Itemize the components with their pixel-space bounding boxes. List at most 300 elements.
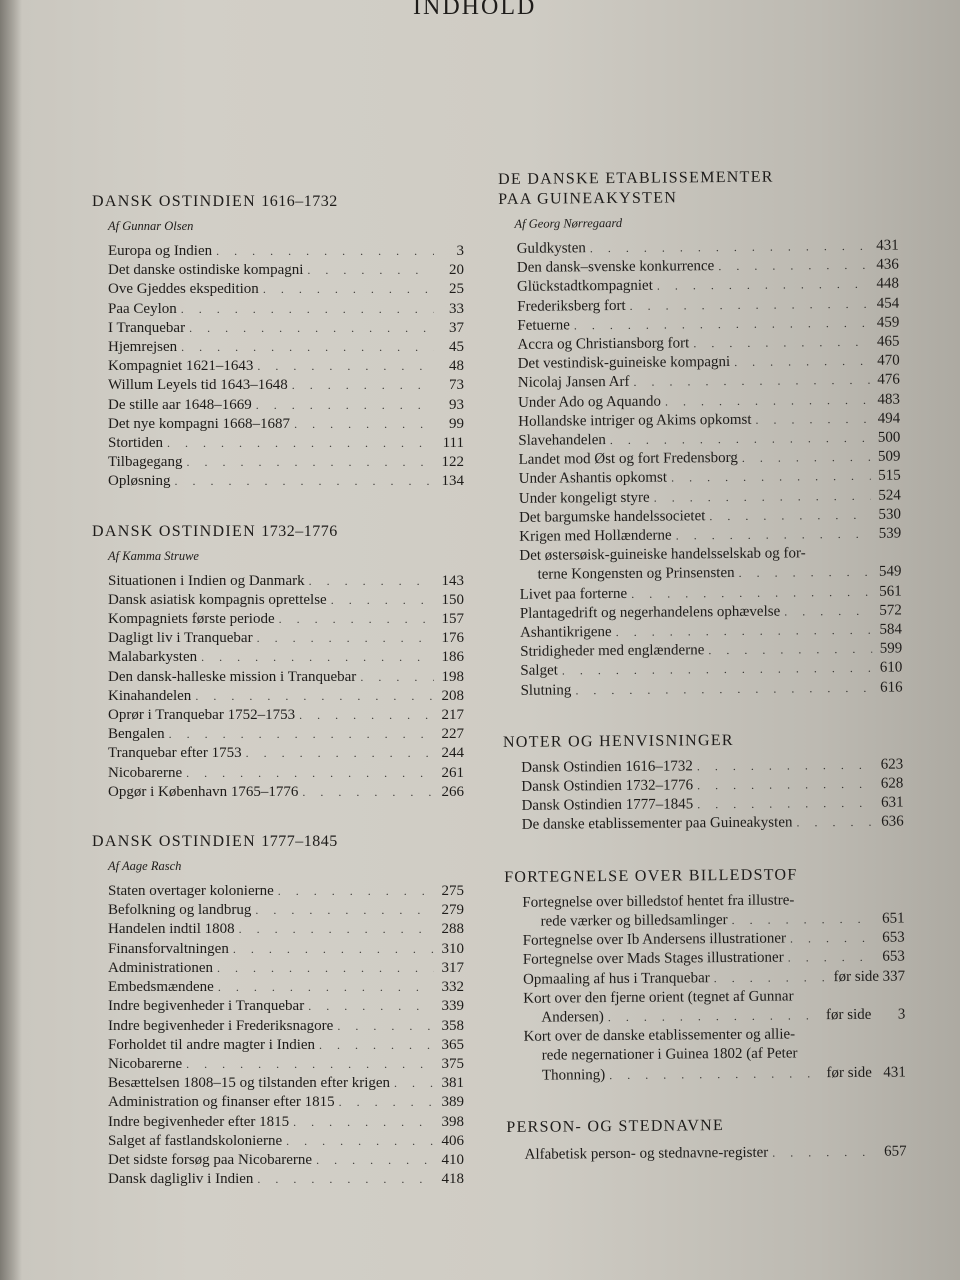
- entry-page: 530: [878, 506, 902, 523]
- leader-dots: [307, 261, 434, 280]
- entry-label: Dagligt liv i Tranquebar: [108, 630, 253, 647]
- leader-dots: [217, 959, 434, 978]
- leader-dots: [331, 591, 434, 610]
- entry-page: 157: [441, 611, 464, 628]
- entry-page: 266: [441, 783, 464, 800]
- leader-dots: [293, 1113, 434, 1132]
- toc-entry-multiline[interactable]: [523, 1025, 905, 1086]
- entry-page: 572: [879, 602, 902, 619]
- entry-label: Administrationen: [108, 959, 213, 976]
- entry-page: 459: [876, 314, 900, 331]
- entry-label: Tranquebar efter 1753: [108, 745, 242, 762]
- leader-dots: [718, 256, 869, 277]
- leader-dots: [697, 794, 873, 815]
- section-title-line2: PAA GUINEAKYSTEN: [498, 189, 678, 208]
- toc-entry[interactable]: [108, 300, 464, 319]
- entry-label: Indre begivenheder i Frederiksnagore: [108, 1017, 334, 1034]
- entry-page: 375: [441, 1055, 464, 1072]
- entry-page: 636: [881, 813, 904, 831]
- entry-label: Nicolaj Jansen Arf: [517, 374, 630, 392]
- entry-label: Indre begivenheder efter 1815: [108, 1113, 290, 1130]
- entry-label: Fetuerne: [517, 317, 570, 334]
- entry-label: I Tranquebar: [108, 319, 186, 336]
- leader-dots: [697, 756, 873, 777]
- entry-label: Hjemrejsen: [108, 339, 178, 356]
- entry-page: 244: [441, 745, 464, 762]
- entry-page: 418: [441, 1171, 464, 1188]
- toc-entry[interactable]: [108, 572, 464, 591]
- entry-page: 653: [882, 929, 905, 946]
- entry-page: 365: [441, 1036, 464, 1053]
- toc-entry-multiline[interactable]: [522, 890, 904, 932]
- entry-page: 332: [441, 979, 464, 996]
- section-title-text: DANSK OSTINDIEN: [92, 193, 256, 210]
- leader-dots: [788, 948, 875, 968]
- entry-label: Malabarkysten: [108, 649, 198, 666]
- book-gutter-shadow: [0, 0, 22, 1280]
- section-notes: [503, 729, 904, 835]
- toc-entry[interactable]: [108, 472, 464, 491]
- entry-label: Salget af fastlandskolonierne: [108, 1132, 283, 1149]
- leader-dots: [286, 1132, 434, 1151]
- entry-label: Forholdet til andre magter i Indien: [108, 1036, 316, 1053]
- entry-label-line1: Kort over de danske etablissementer og allie-: [523, 1026, 796, 1045]
- leader-dots: [319, 1036, 434, 1055]
- section-title: NOTER OG HENVISNINGER: [502, 731, 734, 751]
- leader-dots: [257, 1170, 434, 1189]
- leader-dots: [257, 357, 434, 376]
- entry-label: Under Ado og Aquando: [517, 393, 661, 411]
- leader-dots: [279, 610, 434, 629]
- section-title: PERSON- OG STEDNAVNE: [506, 1116, 725, 1136]
- leader-dots: [309, 572, 434, 591]
- entry-page: 470: [877, 352, 900, 369]
- entry-page: 3: [897, 1006, 906, 1023]
- entry-label: Nicobarerne: [108, 764, 183, 781]
- entry-label: Ove Gjeddes ekspedition: [108, 281, 259, 298]
- entry-continuation: [523, 1005, 905, 1028]
- entry-label: Guldkysten: [516, 240, 586, 257]
- toc-entry[interactable]: [108, 959, 464, 978]
- leader-dots: [169, 725, 434, 744]
- leader-dots: [738, 563, 871, 583]
- toc-entry[interactable]: [108, 376, 464, 395]
- entry-label-line1: Kort over den fjerne orient (tegnet af Gunnar: [523, 988, 794, 1007]
- entry-label: Dansk asiatisk kompagnis oprettelse: [108, 591, 327, 608]
- leader-dots: [609, 1064, 822, 1085]
- toc-entry[interactable]: [523, 967, 905, 990]
- entry-page: 524: [878, 487, 901, 504]
- entry-label: Handelen indtil 1808: [108, 921, 235, 938]
- toc-entry[interactable]: [108, 242, 464, 261]
- entry-label: De danske etablissementer paa Guineakysten: [521, 814, 793, 834]
- section-register: [506, 1114, 906, 1165]
- entry-page: 549: [878, 563, 902, 581]
- toc-entry[interactable]: [108, 1017, 464, 1036]
- before-page-label: før side: [826, 1064, 872, 1081]
- entry-page: 381: [441, 1075, 464, 1092]
- entry-label: Opløsning: [108, 473, 171, 490]
- leader-dots: [189, 319, 434, 338]
- section-title: [498, 167, 898, 210]
- section-author: Af Aage Rasch: [108, 859, 182, 874]
- leader-dots: [394, 1074, 434, 1093]
- toc-entry[interactable]: [108, 1055, 464, 1074]
- leader-dots: [631, 582, 872, 603]
- entry-label: Oprør i Tranquebar 1752–1753: [108, 707, 296, 724]
- toc-entry[interactable]: [108, 280, 464, 299]
- toc-entry[interactable]: [108, 706, 464, 725]
- toc-entry[interactable]: [108, 978, 464, 997]
- entry-label: Dansk Ostindien 1616–1732: [521, 758, 693, 776]
- entry-label: Under Ashantis opkomst: [518, 469, 668, 488]
- entry-label: Landet mod Øst og fort Fredensborg: [518, 450, 738, 469]
- leader-dots: [308, 997, 434, 1016]
- toc-entry-multiline[interactable]: [523, 986, 905, 1028]
- entry-label-line3: Thonning): [541, 1066, 606, 1084]
- entry-page: 448: [876, 275, 900, 293]
- toc-entry[interactable]: [108, 396, 464, 415]
- leader-dots: [755, 410, 870, 430]
- leader-dots: [772, 1142, 876, 1162]
- entry-page: 275: [441, 883, 464, 900]
- entry-label: Plantagedrift og negerhandelens ophævelse: [519, 603, 781, 622]
- toc-entry[interactable]: [108, 1132, 464, 1151]
- entry-page: 631: [880, 794, 904, 811]
- leader-dots: [299, 706, 434, 725]
- entry-page: 539: [878, 525, 902, 542]
- entry-page: 398: [441, 1113, 464, 1130]
- entry-label: Kompagniets første periode: [108, 611, 275, 628]
- entry-label: Det sidste forsøg paa Nicobarerne: [108, 1151, 313, 1168]
- leader-dots: [337, 1017, 434, 1036]
- entry-label: Alfabetisk person- og stednavne-register: [524, 1144, 769, 1163]
- leader-dots: [233, 940, 434, 959]
- entry-label: Opgør i København 1765–1776: [108, 783, 299, 800]
- entry-label: Dansk dagligliv i Indien: [108, 1171, 254, 1188]
- entry-label: Den dansk–svenske konkurrence: [516, 258, 715, 277]
- leader-dots: [616, 621, 873, 642]
- toc-entry[interactable]: [108, 725, 464, 744]
- entry-label: Kinahandelen: [108, 687, 192, 704]
- section-title-text: DANSK OSTINDIEN: [92, 522, 256, 540]
- leader-dots: [278, 882, 434, 901]
- section-author: Af Gunnar Olsen: [108, 219, 194, 233]
- entry-label: Dansk Ostindien 1732–1776: [521, 777, 694, 795]
- entry-label: Ashantikrigene: [519, 624, 612, 641]
- entry-page: 561: [879, 583, 902, 600]
- entry-label: Indre begivenheder i Tranquebar: [108, 998, 305, 1015]
- entry-label: Tilbagegang: [108, 454, 183, 471]
- section-years: 1732–1776: [261, 522, 338, 540]
- leader-dots: [657, 275, 869, 296]
- leader-dots: [610, 429, 871, 450]
- section-title: [92, 522, 464, 542]
- section-title: FORTEGNELSE OVER BILLEDSTOF: [504, 866, 798, 886]
- leader-dots: [693, 333, 869, 354]
- before-page-label: før side: [825, 1006, 872, 1024]
- entry-page: 431: [876, 237, 899, 254]
- toc-entries: [521, 755, 904, 835]
- section-title-text: DANSK OSTINDIEN: [92, 833, 256, 851]
- entry-page: 454: [876, 295, 900, 312]
- entry-page: 317: [441, 959, 464, 976]
- leader-dots: [316, 1151, 434, 1170]
- entry-page: 73: [449, 377, 464, 394]
- section-images: [504, 864, 906, 1086]
- leader-dots: [257, 629, 434, 648]
- entry-label: Embedsmændene: [108, 979, 214, 996]
- entry-page: 653: [882, 948, 905, 965]
- leader-dots: [175, 472, 434, 491]
- page-title: INDHOLD: [413, 0, 537, 20]
- leader-dots: [796, 813, 873, 833]
- toc-entry[interactable]: [108, 882, 464, 901]
- leader-dots: [676, 525, 872, 546]
- entry-page: 616: [879, 679, 903, 696]
- leader-dots: [302, 783, 434, 802]
- entry-page: 93: [449, 396, 464, 413]
- toc-entry[interactable]: [108, 901, 464, 920]
- entry-label: Den dansk-halleske mission i Tranquebar: [108, 668, 357, 685]
- leader-dots: [195, 687, 434, 706]
- entry-label-line2: rede negernationer i Guinea 1802 (af Peter: [541, 1045, 798, 1064]
- entry-page: 3: [456, 243, 464, 259]
- entry-label: Opmaaling af hus i Tranquebar: [522, 969, 710, 988]
- entry-page: 310: [441, 940, 464, 957]
- section-ostindien-1616: [92, 192, 464, 492]
- entry-label: Slavehandelen: [518, 432, 606, 449]
- entry-page: 279: [441, 902, 464, 919]
- entry-label: Besættelsen 1808–15 og tilstanden efter krigen: [108, 1075, 391, 1092]
- entry-page: 406: [441, 1132, 464, 1149]
- entry-label: Dansk Ostindien 1777–1845: [521, 796, 694, 815]
- toc-entries: [525, 1142, 907, 1165]
- entry-page: 261: [441, 764, 464, 781]
- leader-dots: [292, 376, 434, 395]
- entry-label: Slutning: [520, 682, 572, 699]
- toc-entry[interactable]: [108, 687, 464, 706]
- toc-entry[interactable]: [108, 920, 464, 939]
- entry-page: 410: [441, 1151, 464, 1168]
- toc-entry[interactable]: [519, 525, 901, 548]
- toc-entry[interactable]: [108, 434, 464, 453]
- leader-dots: [218, 978, 434, 997]
- entry-label: Det danske ostindiske kompagni: [108, 262, 304, 279]
- leader-dots: [263, 280, 434, 299]
- toc-entry[interactable]: [108, 1151, 464, 1170]
- right-column: [498, 167, 907, 1197]
- toc-entry[interactable]: [522, 813, 904, 836]
- toc-entries: [108, 242, 464, 492]
- entry-label: Fortegnelse over Mads Stages illustrationer: [522, 949, 784, 969]
- entry-label: Situationen i Indien og Danmark: [108, 572, 305, 589]
- entry-label: Finansforvaltningen: [108, 940, 229, 957]
- entry-label: Hollandske intriger og Akims opkomst: [518, 411, 752, 430]
- leader-dots: [186, 764, 434, 783]
- entry-label: Det vestindisk-guineiske kompagni: [517, 354, 731, 373]
- section-years: 1616–1732: [261, 193, 338, 210]
- entry-label-line1: Fortegnelse over billedstof hentet fra illustre-: [522, 892, 795, 911]
- toc-entry[interactable]: [108, 319, 464, 338]
- entry-page: 208: [441, 687, 464, 704]
- before-page-label: før side: [833, 968, 880, 985]
- toc-entries: [108, 572, 464, 802]
- leader-dots: [654, 486, 871, 507]
- entry-label: Det bargumske handelssocietet: [518, 508, 706, 526]
- toc-entry[interactable]: [108, 1113, 464, 1132]
- entry-label: Glückstadtkompagniet: [516, 278, 653, 296]
- entry-page: 651: [881, 910, 905, 927]
- entry-label: Det nye kompagni 1668–1687: [108, 415, 291, 432]
- leader-dots: [790, 929, 875, 949]
- entry-page: 465: [876, 333, 900, 350]
- entry-page: 25: [449, 281, 464, 298]
- toc-entry[interactable]: [108, 629, 464, 648]
- entry-label: Accra og Christiansborg fort: [517, 335, 690, 353]
- entry-page: 358: [441, 1017, 464, 1034]
- toc-entry[interactable]: [108, 940, 464, 959]
- leader-dots: [574, 314, 870, 336]
- leader-dots: [181, 300, 434, 319]
- leader-dots: [339, 1093, 434, 1112]
- leader-dots: [671, 467, 871, 488]
- toc-entry[interactable]: [108, 783, 464, 802]
- leader-dots: [239, 920, 434, 939]
- toc-entry[interactable]: [108, 668, 464, 687]
- entry-label: Staten overtager kolonierne: [108, 883, 274, 900]
- entry-page: 217: [441, 707, 464, 724]
- entry-continuation: [524, 1063, 906, 1086]
- leader-dots: [714, 968, 830, 988]
- entry-label: Bengalen: [108, 726, 165, 743]
- entry-page: 494: [877, 410, 901, 427]
- entry-page: 610: [879, 659, 903, 677]
- entry-label: Paa Ceylon: [108, 300, 177, 317]
- toc-entry[interactable]: [108, 1036, 464, 1055]
- section-author: Af Kamma Struwe: [108, 548, 199, 563]
- section-guinea: [498, 167, 903, 701]
- entry-page: 150: [441, 591, 464, 608]
- entry-page: 48: [449, 358, 464, 375]
- entry-label-line2: Andersen): [541, 1009, 604, 1026]
- entry-label-line1: Det østersøisk-guineiske handelsselskab og for-: [519, 545, 806, 565]
- leader-dots: [167, 434, 434, 453]
- section-title-line1: DE DANSKE ETABLISSEMENTER: [498, 168, 774, 188]
- toc-entry[interactable]: [108, 610, 464, 629]
- entry-page: 288: [441, 921, 464, 938]
- toc-entry[interactable]: [108, 764, 464, 783]
- entry-label: Befolkning og landbrug: [108, 902, 252, 919]
- toc-entry[interactable]: [108, 648, 464, 667]
- entry-label: Under kongeligt styre: [518, 489, 650, 507]
- entry-page: 227: [441, 726, 464, 743]
- entry-label: Krigen med Hollænderne: [519, 527, 672, 545]
- toc-entry[interactable]: [108, 1074, 464, 1093]
- toc-entry[interactable]: [108, 997, 464, 1016]
- entry-page: 134: [441, 473, 464, 490]
- entry-label: Administration og finanser efter 1815: [108, 1094, 335, 1111]
- entry-label: Fortegnelse over Ib Andersens illustrationer: [522, 930, 787, 949]
- entry-page: 628: [880, 775, 904, 792]
- entry-page: 20: [449, 262, 464, 279]
- leader-dots: [665, 390, 870, 411]
- leader-dots: [186, 453, 434, 472]
- toc-entry[interactable]: [108, 415, 464, 434]
- leader-dots: [186, 1055, 434, 1074]
- entry-page: 623: [880, 756, 904, 773]
- entry-label: Livet paa forterne: [519, 585, 628, 603]
- toc-entry[interactable]: [108, 261, 464, 280]
- entry-page: 431: [883, 1063, 906, 1081]
- toc-entry[interactable]: [108, 357, 464, 376]
- leader-dots: [633, 371, 870, 392]
- toc-entry[interactable]: [108, 453, 464, 472]
- entry-page: 515: [878, 467, 901, 485]
- entry-page: 33: [449, 300, 464, 317]
- toc-entry[interactable]: [108, 744, 464, 763]
- toc-entry[interactable]: [108, 1093, 464, 1112]
- entry-page: 186: [441, 649, 464, 666]
- toc-entry[interactable]: [108, 591, 464, 610]
- leader-dots: [201, 648, 434, 667]
- entry-label: Stortiden: [108, 435, 163, 452]
- entry-page: 509: [877, 448, 901, 465]
- toc-entry[interactable]: [108, 1170, 464, 1189]
- toc-entries: [522, 890, 906, 1085]
- section-title: [92, 832, 464, 852]
- toc-entry-multiline[interactable]: [519, 544, 901, 586]
- entry-page: 45: [449, 339, 464, 356]
- left-column: [92, 192, 464, 1219]
- leader-dots: [575, 678, 872, 700]
- entry-page: 483: [877, 391, 901, 408]
- toc-entries: [108, 882, 464, 1189]
- entry-page: 176: [441, 630, 464, 647]
- entry-page: 339: [441, 998, 464, 1015]
- leader-dots: [590, 237, 869, 259]
- section-years: 1777–1845: [261, 833, 338, 851]
- entry-page: 111: [442, 435, 464, 452]
- entry-page: 436: [876, 256, 899, 273]
- leader-dots: [246, 744, 434, 763]
- leader-dots: [255, 901, 434, 920]
- entry-page: 337: [882, 967, 906, 985]
- entry-page: 389: [441, 1094, 464, 1111]
- entry-page: 500: [877, 429, 901, 446]
- toc-entry[interactable]: [520, 678, 902, 701]
- leader-dots: [294, 415, 434, 434]
- toc-entry[interactable]: [108, 338, 464, 357]
- section-title: [92, 192, 464, 212]
- leader-dots: [608, 1006, 822, 1027]
- entry-label: Willum Leyels tid 1643–1648: [108, 377, 288, 394]
- entry-page: 599: [879, 640, 903, 657]
- entry-page: 37: [449, 319, 464, 336]
- leader-dots: [709, 506, 871, 527]
- entry-page: 584: [879, 621, 903, 638]
- toc-entry[interactable]: [525, 1142, 907, 1165]
- leader-dots: [697, 775, 873, 796]
- entry-page: 99: [449, 415, 464, 432]
- leader-dots: [708, 640, 872, 661]
- toc-entries: [517, 237, 903, 701]
- leader-dots: [256, 396, 434, 415]
- entry-label: Kompagniet 1621–1643: [108, 358, 254, 375]
- entry-label-line2: terne Kongensten og Prinsensten: [537, 565, 735, 584]
- leader-dots: [784, 602, 872, 622]
- entry-label: Salget: [520, 662, 558, 680]
